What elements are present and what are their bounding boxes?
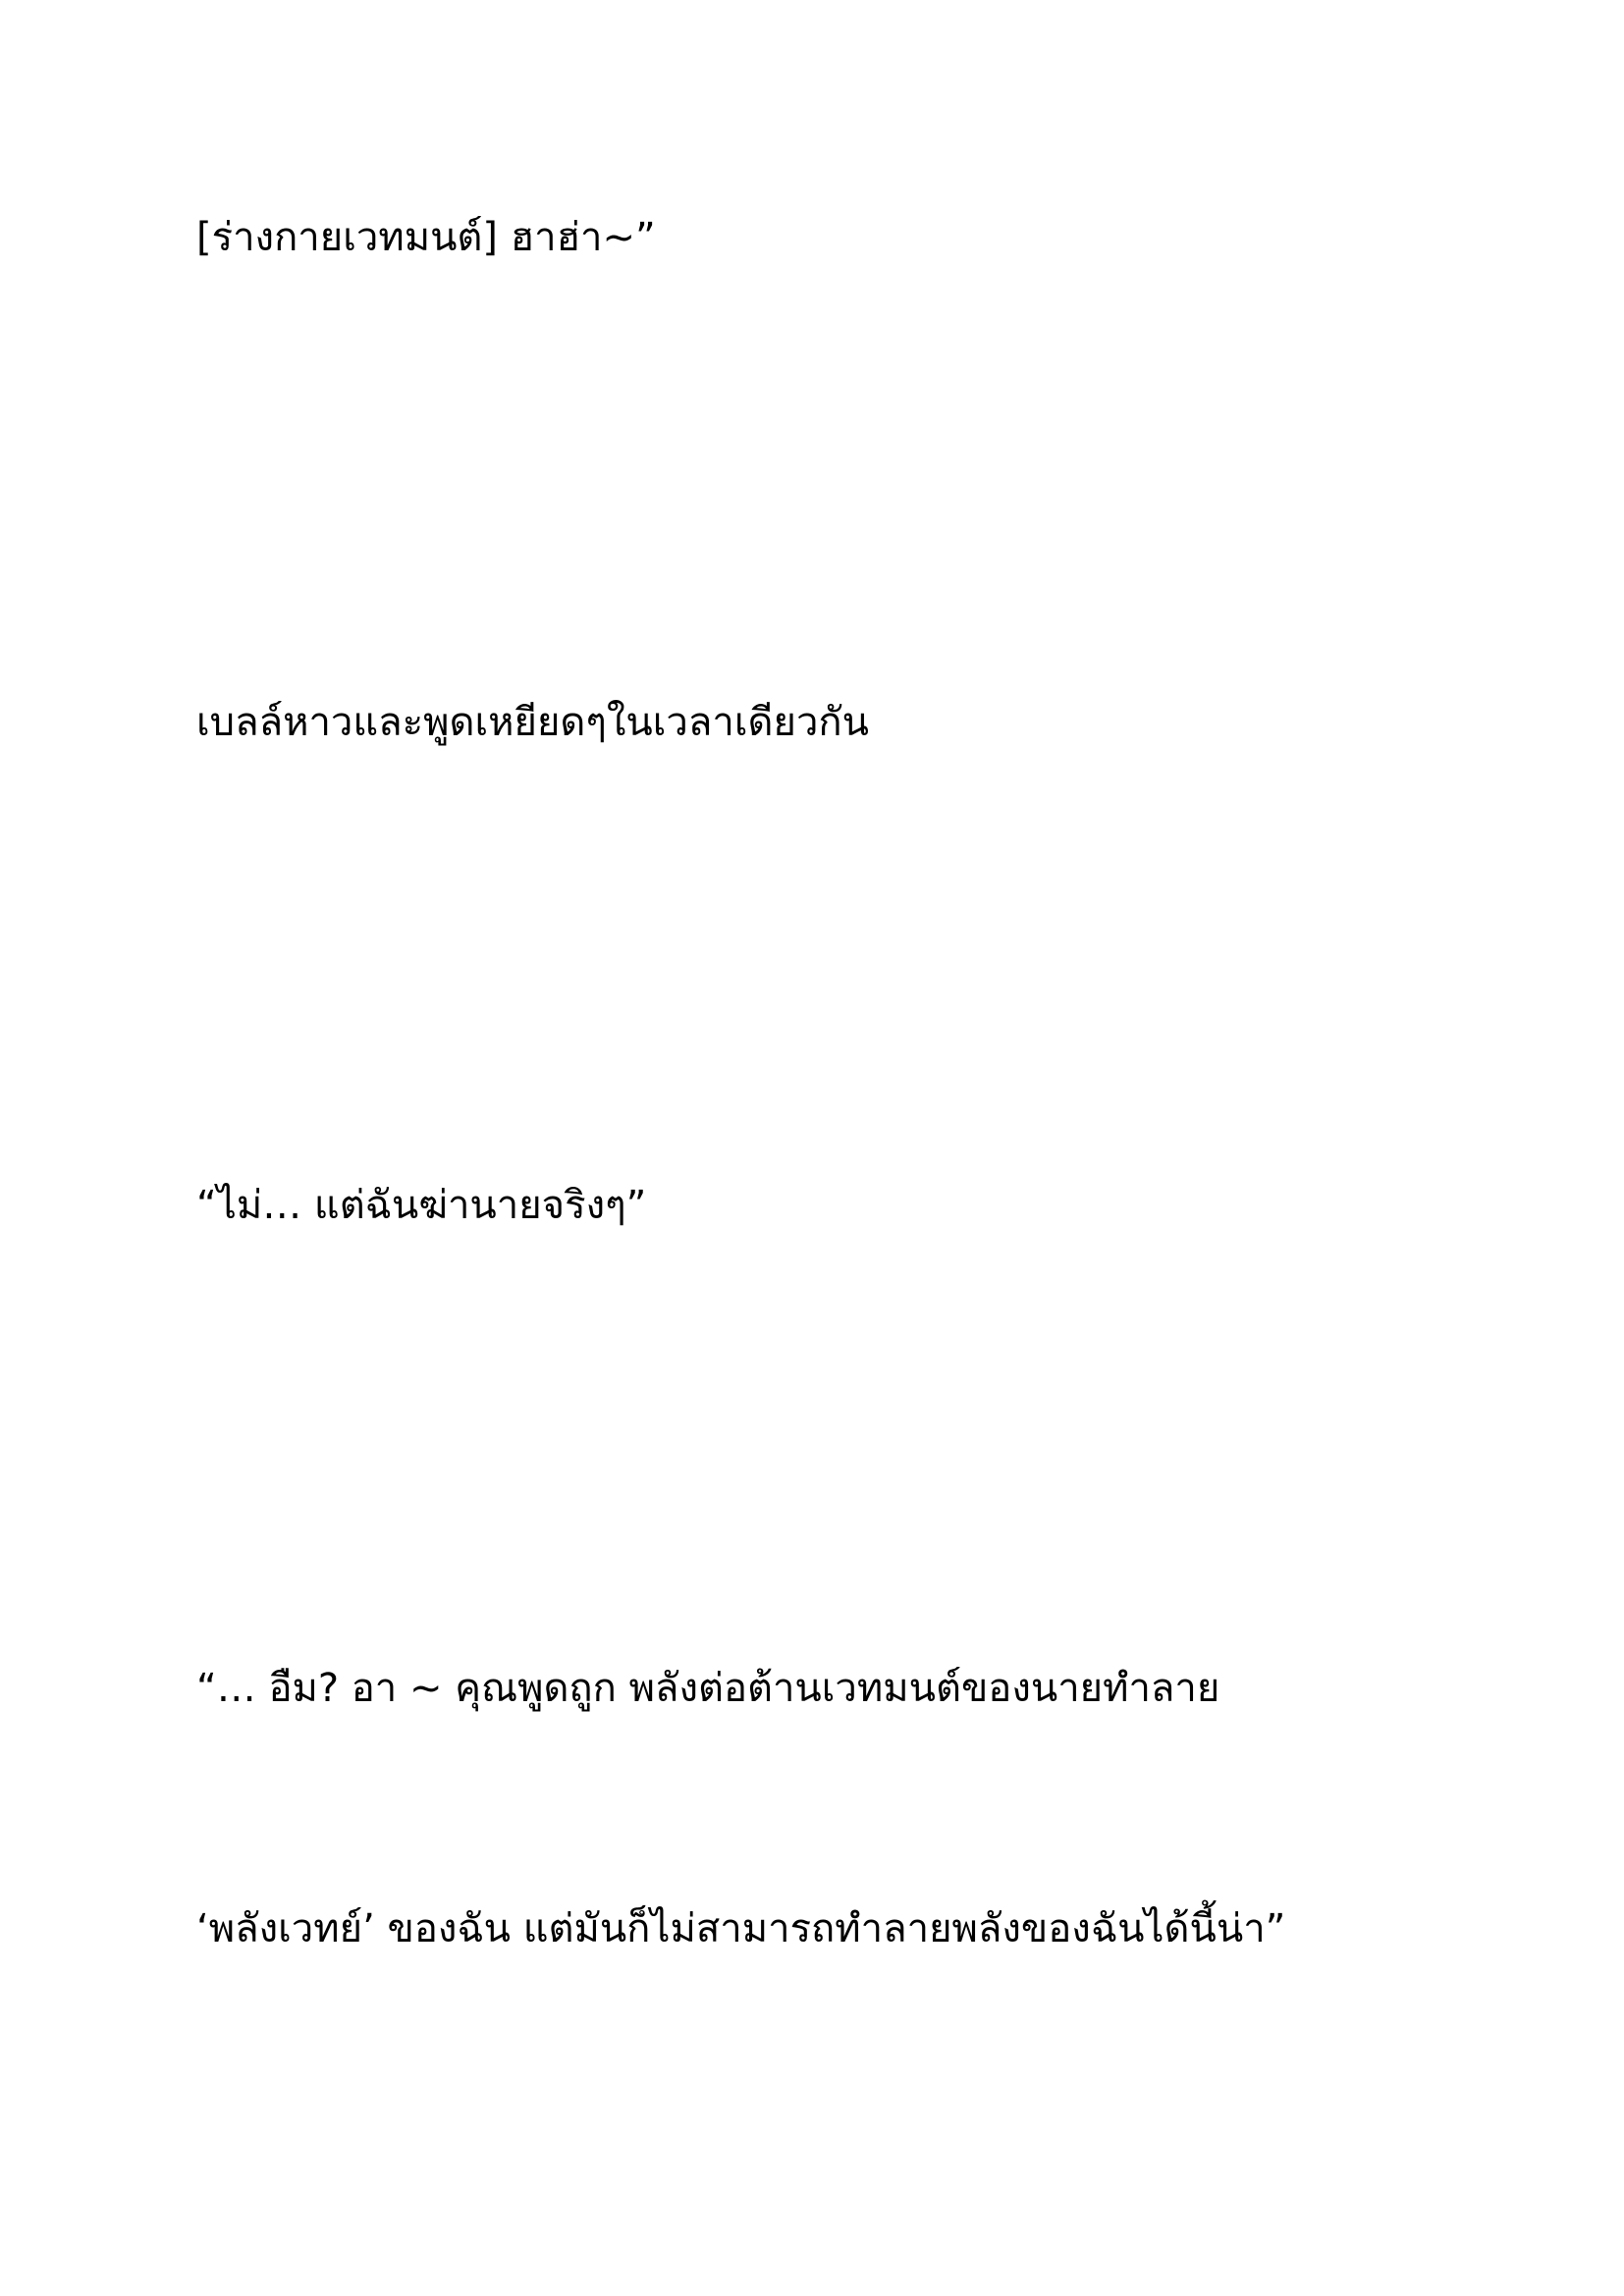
text-line: ‘พลังเวทย์’ ของฉัน แต่มันก็ไม่สามารถทำลายพลังของฉันได้นี้น่า” xyxy=(196,1906,1286,1951)
text-line: “… อืม? อา ~ คุณพูดถูก พลังต่อต้านเวทมนต์ของนายทำลาย xyxy=(196,1666,1220,1711)
text-line: “ไม่… แต่ฉันฆ่านายจริงๆ” xyxy=(196,1183,647,1228)
text-line: [ร่างกายเวทมนต์] ฮาฮ่า~” xyxy=(196,215,656,260)
text-line: เบลล์หาวและพูดเหยียดๆในเวลาเดียวกัน xyxy=(196,700,869,745)
